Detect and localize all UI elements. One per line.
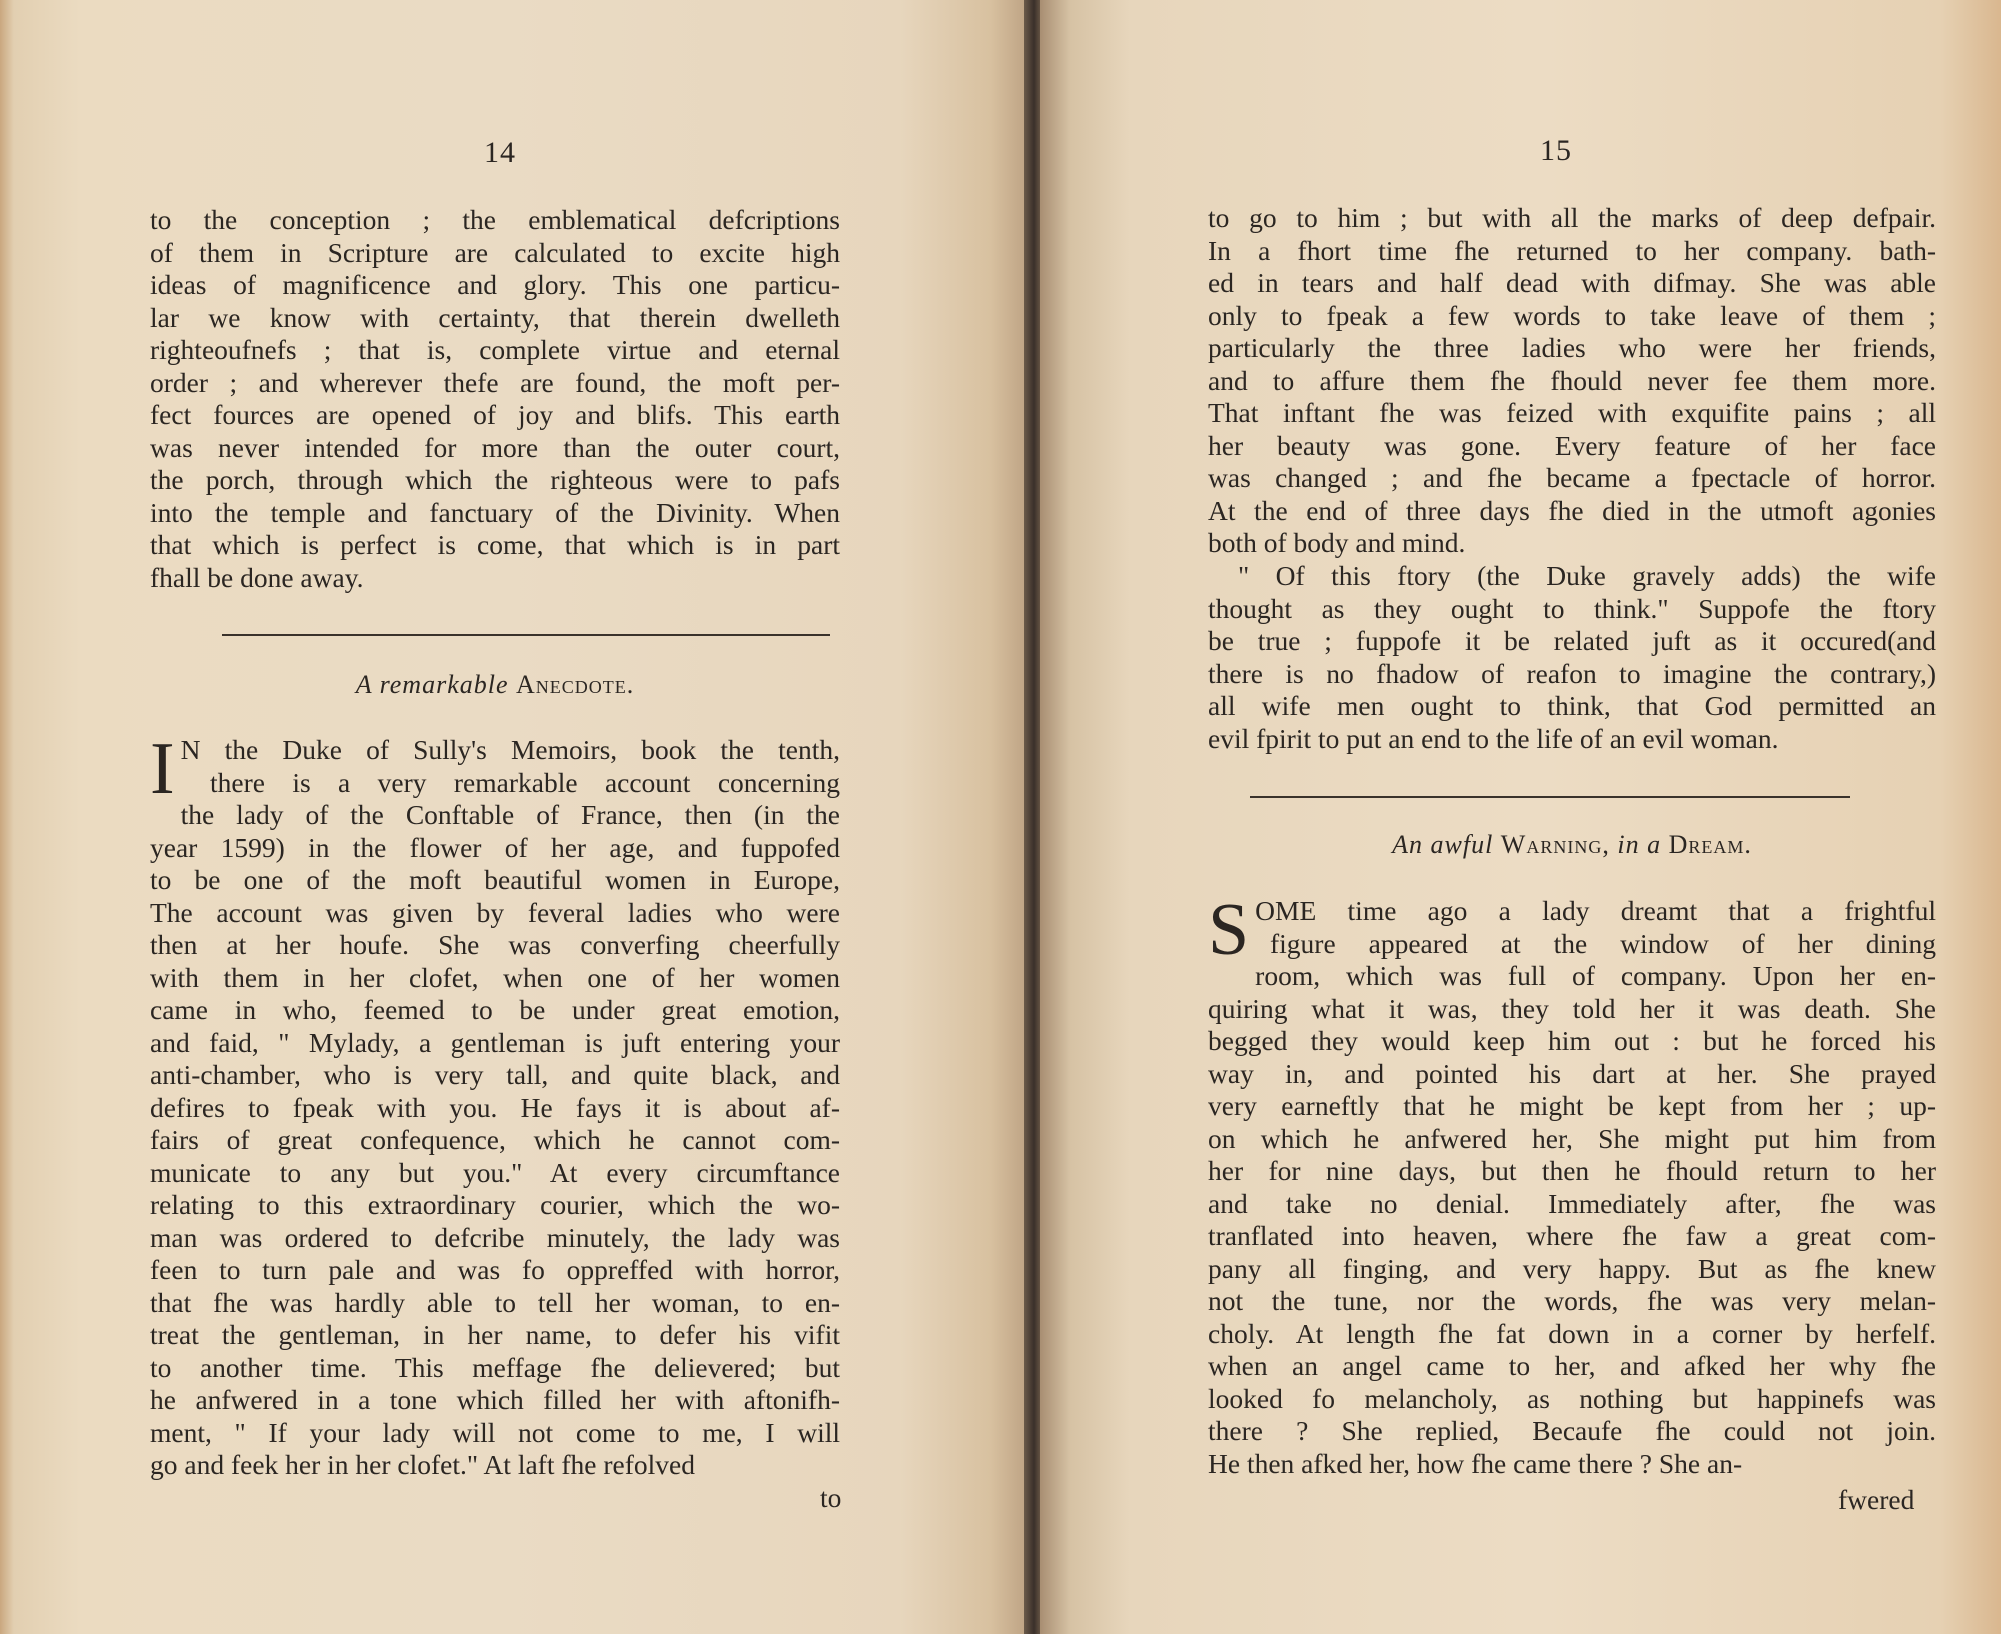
text-line: " Of this ftory (the Duke gravely adds) the wife <box>1238 560 1936 591</box>
text-line: pany all finging, and very happy. But as fhe knew <box>1208 1252 1936 1284</box>
text-line: to go to him ; but with all the marks of deep defpair. <box>1208 202 1936 233</box>
text-line: to the conception ; the emblematical defcriptions <box>150 204 840 235</box>
text-line: lar we know with certainty, that therein dwelleth <box>150 301 840 333</box>
text-line: looked fo melancholy, as nothing but happinefs was <box>1208 1382 1936 1414</box>
second-paragraph <box>1208 560 1936 755</box>
text-line: fairs of great confequence, which he cannot com- <box>150 1124 840 1155</box>
text-line: begged they would keep him out : but he forced his <box>1208 1025 1936 1056</box>
text-line: go and feek her in her clofet." At laft fhe refolved <box>150 1449 695 1480</box>
text-line: thought as they ought to think." Suppofe the ftory <box>1208 592 1936 624</box>
section-heading: An awful Warning, in a Dream. <box>1392 830 1752 859</box>
text-line: At the end of three days fhe died in the utmoft agonies <box>1208 494 1936 526</box>
text-line: he anfwered in a tone which filled her with aftonifh- <box>150 1384 840 1415</box>
right-page <box>1040 0 2001 1634</box>
text-line: and faid, " Mylady, a gentleman is juft entering your <box>150 1026 840 1058</box>
text-line: tranflated into heaven, where fhe faw a great com- <box>1208 1220 1936 1251</box>
text-line: ment, " If your lady will not come to me, I will <box>150 1416 840 1448</box>
text-line: OME time ago a lady dreamt that a frightful <box>1255 895 1936 926</box>
text-line: particularly the three ladies who were her friends, <box>1208 332 1936 363</box>
drop-cap: S <box>1208 889 1250 971</box>
text-line: righteoufnefs ; that is, complete virtue and eternal <box>150 334 840 365</box>
text-line: with them in her clofet, when one of her women <box>150 961 840 993</box>
text-line: and take no denial. Immediately after, fhe was <box>1208 1187 1936 1219</box>
text-line: In a fhort time fhe returned to her company. bath- <box>1208 234 1936 266</box>
text-line: treat the gentleman, in her name, to defer his vifit <box>150 1319 840 1350</box>
text-line: her for nine days, but then he fhould return to her <box>1208 1155 1936 1186</box>
text-line: only to fpeak a few words to take leave of them ; <box>1208 299 1936 331</box>
text-line: quiring what it was, they told her it was death. She <box>1208 992 1936 1024</box>
text-line: ideas of magnificence and glory. This one particu- <box>150 269 840 300</box>
page-number: 15 <box>1540 134 1572 167</box>
text-line: then at her houfe. She was converfing cheerfully <box>150 929 840 960</box>
text-line: room, which was full of company. Upon her en- <box>1255 960 1936 991</box>
text-line: way in, and pointed his dart at her. She prayed <box>1208 1057 1936 1089</box>
text-line: that fhe was hardly able to tell her woman, to en- <box>150 1286 840 1318</box>
text-line: was never intended for more than the outer court, <box>150 431 840 463</box>
text-line: the lady of the Conftable of France, then (in the <box>180 799 840 830</box>
text-line: fect fources are opened of joy and blifs. This earth <box>150 399 840 430</box>
text-line: there is no fhadow of reafon to imagine the contrary,) <box>1208 657 1936 689</box>
text-line: there is a very remarkable account concerning <box>210 766 840 798</box>
text-line: was changed ; and fhe became a fpectacle of horror. <box>1208 462 1936 493</box>
section-divider <box>222 634 830 636</box>
text-line: very earneftly that he might be kept from her ; up- <box>1208 1090 1936 1121</box>
text-line: came in who, feemed to be under great emotion, <box>150 994 840 1025</box>
text-line: The account was given by feveral ladies who were <box>150 896 840 928</box>
anecdote-paragraph <box>150 728 840 1482</box>
top-paragraph <box>1208 202 1936 560</box>
text-line: anti-chamber, who is very tall, and quite black, and <box>150 1059 840 1090</box>
text-line: fhall be done away. <box>150 561 364 593</box>
text-line: the porch, through which the righteous were to pafs <box>150 464 840 495</box>
text-line: be true ; fuppofe it be related juft as it occured(and <box>1208 625 1936 656</box>
catchword: fwered <box>1838 1484 1915 1515</box>
text-line: and to affure them fhe fhould never fee them more. <box>1208 364 1936 396</box>
text-line: both of body and mind. <box>1208 527 1466 558</box>
text-line: there ? She replied, Becaufe fhe could not join. <box>1208 1415 1936 1446</box>
text-line: municate to any but you." At every circumftance <box>150 1156 840 1188</box>
text-line: man was ordered to defcribe minutely, the lady was <box>150 1221 840 1253</box>
text-line: her beauty was gone. Every feature of her face <box>1208 429 1936 461</box>
text-line: relating to this extraordinary courier, which the wo- <box>150 1189 840 1220</box>
text-line: when an angel came to her, and afked her why fhe <box>1208 1350 1936 1381</box>
text-line: feen to turn pale and was fo oppreffed with horror, <box>150 1254 840 1285</box>
warning-paragraph <box>1208 889 1936 1480</box>
text-line: year 1599) in the flower of her age, and fuppofed <box>150 831 840 863</box>
catchword: to <box>820 1482 842 1513</box>
text-line: on which he anfwered her, She might put him from <box>1208 1122 1936 1154</box>
text-line: N the Duke of Sully's Memoirs, book the tenth, <box>180 734 840 765</box>
top-paragraph <box>150 204 840 594</box>
text-line: That inftant fhe was feized with exquifite pains ; all <box>1208 397 1936 428</box>
section-heading: A remarkable Anecdote. <box>355 670 635 699</box>
text-line: to another time. This meffage fhe delievered; but <box>150 1351 840 1383</box>
text-line: defires to fpeak with you. He fays it is about af- <box>150 1091 840 1123</box>
text-line: all wife men ought to think, that God permitted an <box>1208 690 1936 721</box>
text-line: He then afked her, how fhe came there ? She an- <box>1208 1447 1743 1479</box>
text-line: that which is perfect is come, that which is in part <box>150 529 840 560</box>
text-line: figure appeared at the window of her dining <box>1270 927 1936 959</box>
text-line: ed in tears and half dead with difmay. She was able <box>1208 267 1936 298</box>
text-line: to be one of the moft beautiful women in Europe, <box>150 864 840 895</box>
text-line: into the temple and fanctuary of the Divinity. When <box>150 496 840 528</box>
drop-cap: I <box>150 728 175 810</box>
text-line: of them in Scripture are calculated to excite high <box>150 236 840 268</box>
section-divider <box>1250 796 1850 798</box>
text-line: order ; and wherever thefe are found, the moft per- <box>150 366 840 398</box>
page-number: 14 <box>484 136 516 169</box>
text-line: evil fpirit to put an end to the life of an evil woman. <box>1208 722 1779 754</box>
text-line: not the tune, nor the words, fhe was very melan- <box>1208 1285 1936 1316</box>
text-line: choly. At length fhe fat down in a corner by herfelf. <box>1208 1317 1936 1349</box>
